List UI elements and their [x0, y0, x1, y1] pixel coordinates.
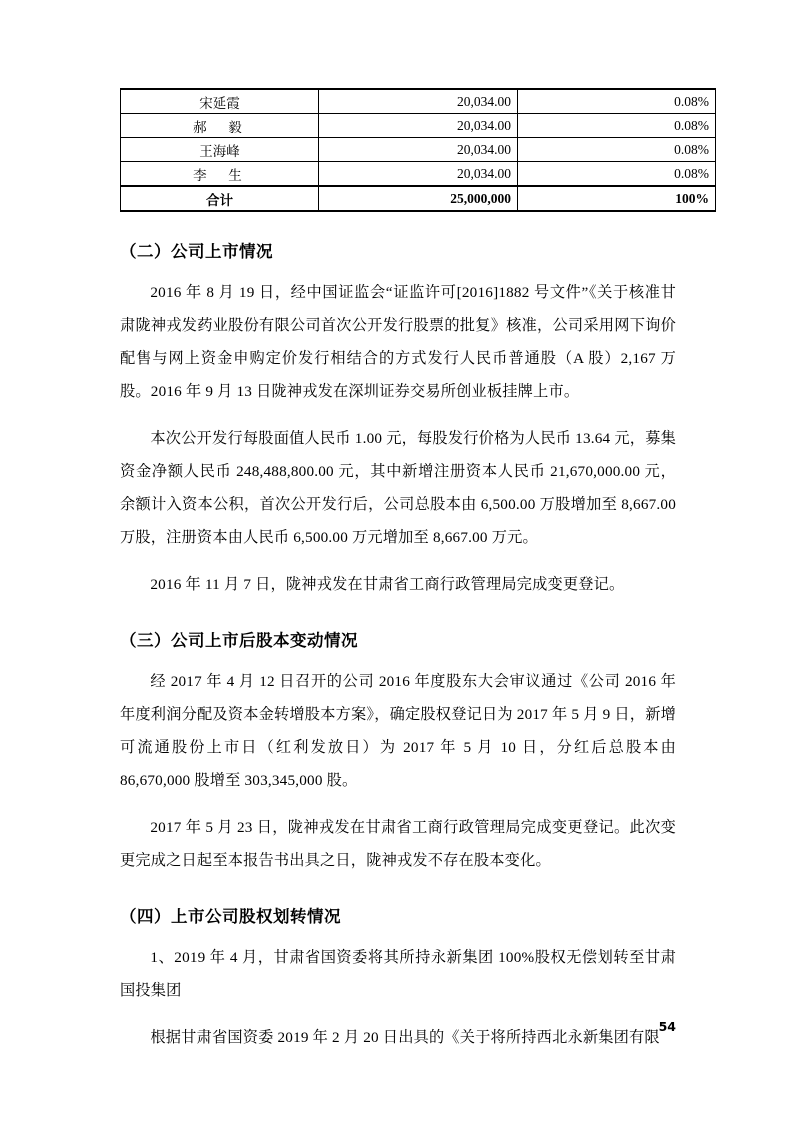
cell-name: 王海峰: [121, 138, 319, 162]
table-row-total: [121, 186, 716, 211]
shareholders-table: [120, 88, 716, 212]
cell-percent: 0.08%: [518, 162, 716, 187]
paragraph: 1、2019 年 4 月，甘肃省国资委将其所持永新集团 100%股权无偿划转至甘肃国投集团: [120, 949, 676, 999]
cell-amount: 20,034.00: [319, 89, 518, 114]
table-row: [121, 138, 716, 162]
paragraph: 根据甘肃省国资委 2019 年 2 月 20 日出具的《关于将所持西北永新集团有限: [150, 1029, 660, 1046]
section-heading-3: （三）公司上市后股本变动情况: [120, 631, 358, 650]
section-heading-2: （二）公司上市情况: [120, 242, 273, 261]
paragraph: 2016 年 11 月 7 日，陇神戎发在甘肃省工商行政管理局完成变更登记。: [150, 576, 625, 593]
paragraph: 2017 年 5 月 23 日，陇神戎发在甘肃省工商行政管理局完成变更登记。此次变更完成之日起至本报告书出具之日，陇神戎发不存在股本变化。: [120, 819, 676, 869]
section-heading-4: （四）上市公司股权划转情况: [120, 907, 341, 926]
section-body-3b: [120, 811, 676, 877]
table-row: [121, 89, 716, 114]
section-body-2c: [120, 568, 676, 601]
section-body-2: [120, 276, 676, 408]
section-body-3: [120, 665, 676, 797]
table-row: [121, 162, 716, 187]
table-body: [121, 89, 716, 211]
cell-total-percent: 100%: [518, 186, 716, 211]
paragraph: 本次公开发行每股面值人民币 1.00 元，每股发行价格为人民币 13.64 元，募集资金净额人民币 248,488,800.00 元，其中新增注册资本人民币 21,670,000.00 元，余额计入资本公积，首次公开发行后，公司总股本由 6,500.00 万股增加至 8,667.00 万股，注册资本由人民币 6,500.00 万元增加至 8,667.00 万元。: [120, 430, 676, 546]
section-body-4b: [120, 1021, 676, 1054]
cell-amount: 20,034.00: [319, 114, 518, 138]
section-body-4: [120, 941, 676, 1007]
cell-total-label: 合计: [121, 186, 319, 211]
cell-total-amount: 25,000,000: [319, 186, 518, 211]
cell-percent: 0.08%: [518, 114, 716, 138]
cell-name: 郝 毅: [121, 114, 319, 138]
cell-name: 宋延霞: [121, 89, 319, 114]
section-body-2b: [120, 422, 676, 554]
cell-amount: 20,034.00: [319, 162, 518, 187]
paragraph: 经 2017 年 4 月 12 日召开的公司 2016 年度股东大会审议通过《公司 2016 年年度利润分配及资本金转增股本方案》，确定股权登记日为 2017 年 5 月 9 日，新增可流通股份上市日（红利发放日）为 2017 年 5 月 10 日，分红后总股本由 86,670,000 股增至 303,345,000 股。: [120, 673, 676, 789]
table-row: [121, 114, 716, 138]
page-content: [120, 88, 709, 1068]
page-number: 54: [658, 1019, 676, 1034]
paragraph: 2016 年 8 月 19 日，经中国证监会“证监许可[2016]1882 号文件”《关于核准甘肃陇神戎发药业股份有限公司首次公开发行股票的批复》核准，公司采用网下询价配售与网上资金申购定价发行相结合的方式发行人民币普通股（A 股）2,167 万股。2016 年 9 月 13 日陇神戎发在深圳证券交易所创业板挂牌上市。: [120, 284, 676, 400]
cell-percent: 0.08%: [518, 138, 716, 162]
cell-name: 李 生: [121, 162, 319, 187]
cell-percent: 0.08%: [518, 89, 716, 114]
cell-amount: 20,034.00: [319, 138, 518, 162]
